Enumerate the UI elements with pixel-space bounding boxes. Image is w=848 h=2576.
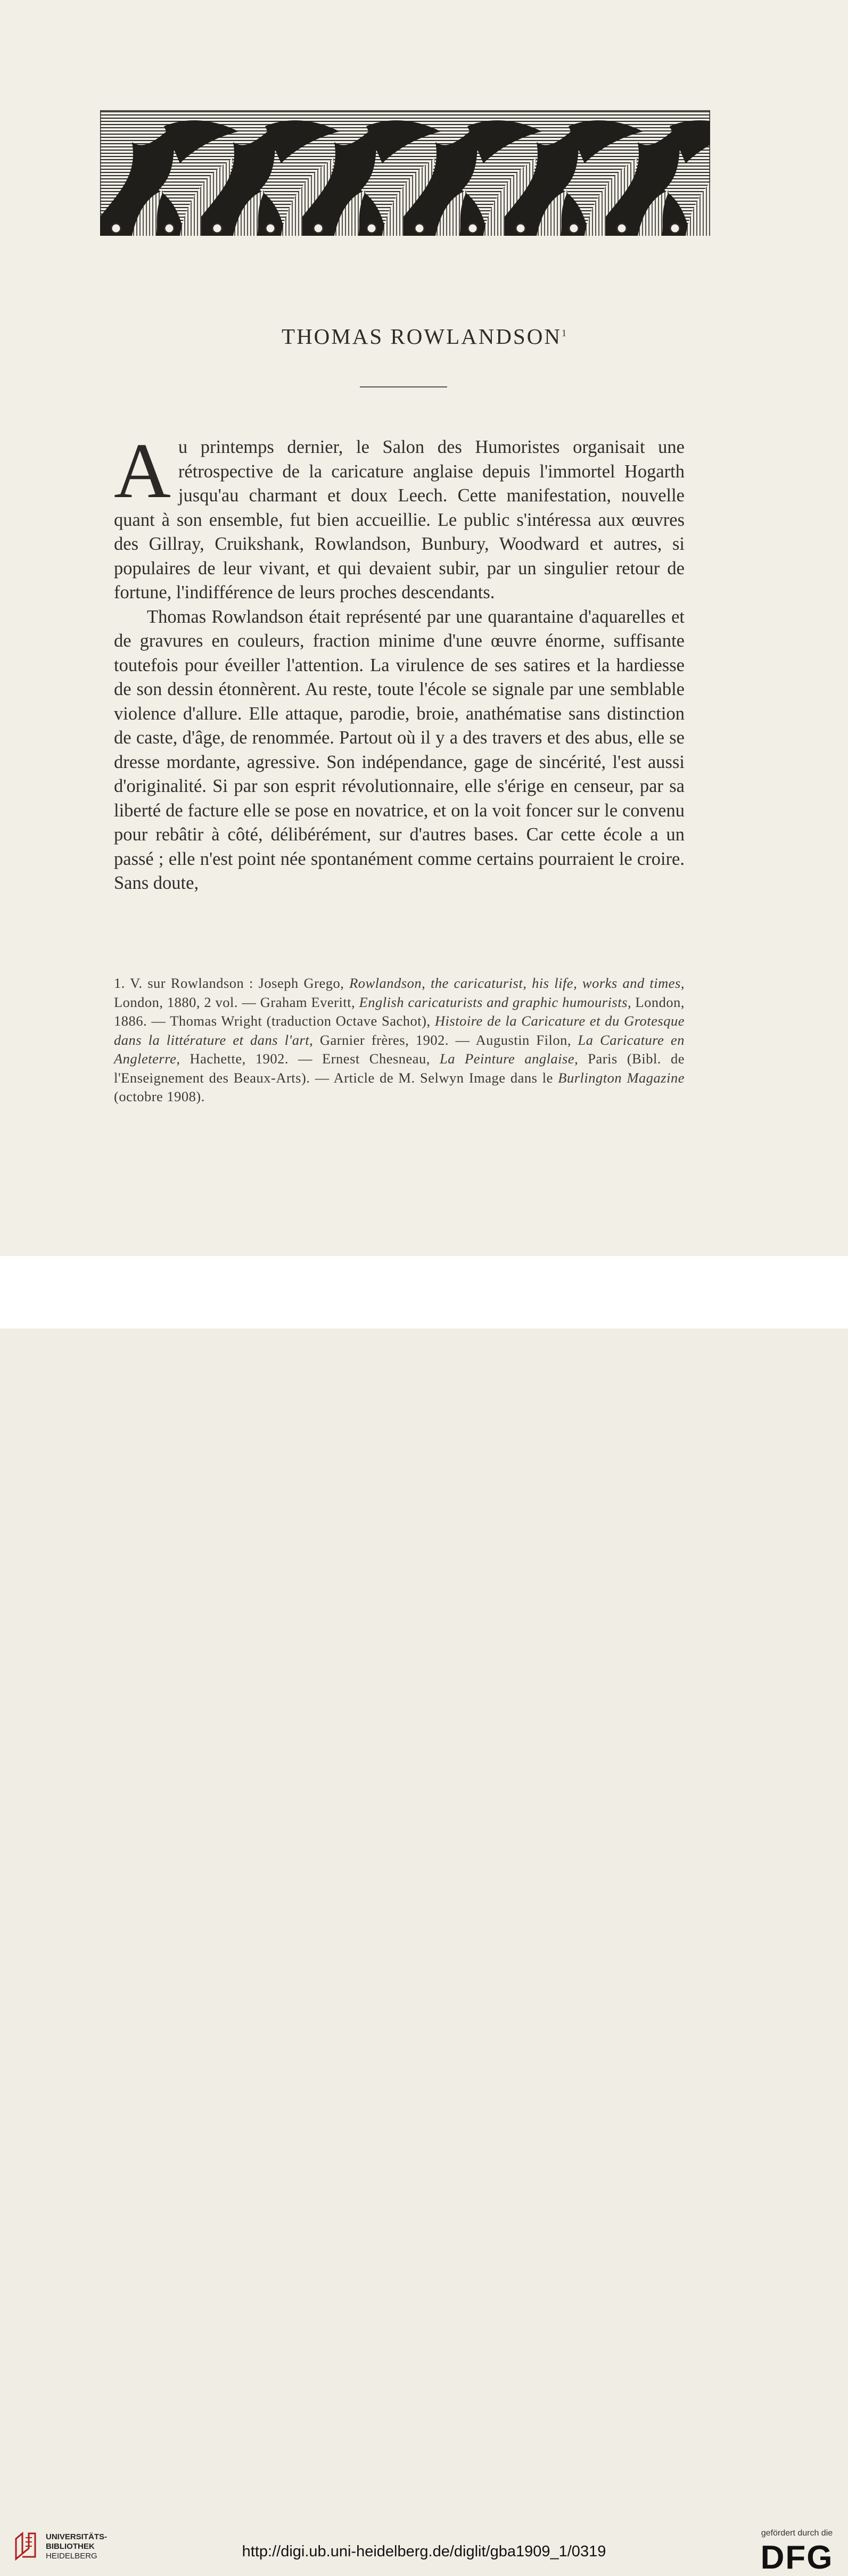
footnote-text: , London, 1886. — Thomas Wright (traduction Octave Sachot), bbox=[114, 994, 685, 1029]
footnote-text: , Hachette, 1902. — Ernest Chesneau, bbox=[176, 1051, 440, 1067]
drop-cap: A bbox=[114, 427, 171, 515]
library-line-1: UNIVERSITÄTS- bbox=[46, 2532, 108, 2541]
library-line-2: BIBLIOTHEK bbox=[46, 2542, 95, 2551]
footnote-title: Burlington Magazine bbox=[558, 1069, 685, 1086]
footnote-text: , London, 1880, 2 vol. — Graham Everitt, bbox=[114, 975, 685, 1010]
ornamental-headpiece bbox=[100, 110, 710, 236]
footnote-title: La Caricature en Angleterre bbox=[114, 1031, 685, 1067]
footnote-text: , Paris (Bibl. de l'Enseignement des Beaux-Arts). — Article de M. Selwyn Image dans le bbox=[114, 1051, 685, 1086]
library-line-3: HEIDELBERG bbox=[46, 2552, 97, 2561]
footnote-title: English caricaturists and graphic humourists bbox=[359, 994, 628, 1010]
footnote-marker: 1 bbox=[561, 327, 566, 338]
dfg-logo: DFG bbox=[760, 2539, 834, 2576]
footnote-text: (octobre 1908). bbox=[114, 1088, 205, 1104]
digitization-footer bbox=[0, 1256, 848, 2576]
footnote bbox=[114, 974, 685, 1107]
article-title bbox=[0, 324, 848, 349]
scanned-page bbox=[0, 0, 848, 1256]
paragraph-1 bbox=[114, 427, 685, 605]
permalink-url[interactable]: http://digi.ub.uni-heidelberg.de/diglit/gba1909_1/0319 bbox=[242, 2543, 606, 2560]
paragraph-2: Thomas Rowlandson était représenté par une quarantaine d'aquarelles et de gravures en couleurs, fraction minime d'une œuvre énorme, suffisante toutefois pour éveiller l'attention. La virulence de ses satires et la hardiesse de son dessin étonnèrent. Au reste, toute l'école se signale par une semblable violence d'allure. Elle attaque, parodie, broie, anathématise sans distinction de caste, d'âge, de renommée. Partout où il y a des travers et des abus, elle se dresse mordante, agressive. Son indépendance, gage de sincérité, l'est aussi d'originalité. Si par son esprit révolutionnaire, elle s'érige en censeur, par sa liberté de facture elle se pose en novatrice, et on la voit foncer sur le convenu pour rebâtir à côté, délibérément, sur d'autres bases. Car cette école a un passé ; elle n'est point née spontanément comme certains pourraient le croire. Sans doute, bbox=[114, 606, 685, 893]
footnote-text: 1. V. sur Rowlandson : Joseph Grego, bbox=[114, 975, 350, 991]
footnote-title: Rowlandson, the caricaturist, his life, works and times bbox=[349, 975, 681, 991]
paragraph-1-text: u printemps dernier, le Salon des Humoristes organisait une rétrospective de la caricature anglaise depuis l'immortel Hogarth jusqu'au charmant et doux Leech. Cette manifestation, nouvelle quant à son ensemble, fut bien accueillie. Le public s'intéressa aux œuvres des Gillray, Cruikshank, Rowlandson, Bunbury, Woodward et autres, si populaires de leur vivant, et qui devaient subir, par un singulier retour de fortune, l'indifférence de leurs proches descendants. bbox=[114, 437, 685, 602]
article-body bbox=[114, 427, 685, 896]
footnote-title: La Peinture anglaise bbox=[439, 1051, 575, 1067]
title-divider bbox=[360, 386, 447, 387]
footnote-title: Histoire de la Caricature et du Grotesque dans la littérature et dans l'art bbox=[114, 1013, 685, 1048]
title-text: THOMAS ROWLANDSON bbox=[282, 324, 562, 349]
sponsor-label: gefördert durch die bbox=[761, 2529, 833, 2538]
footnote-text: , Garnier frères, 1902. — Augustin Filon, bbox=[309, 1031, 578, 1048]
